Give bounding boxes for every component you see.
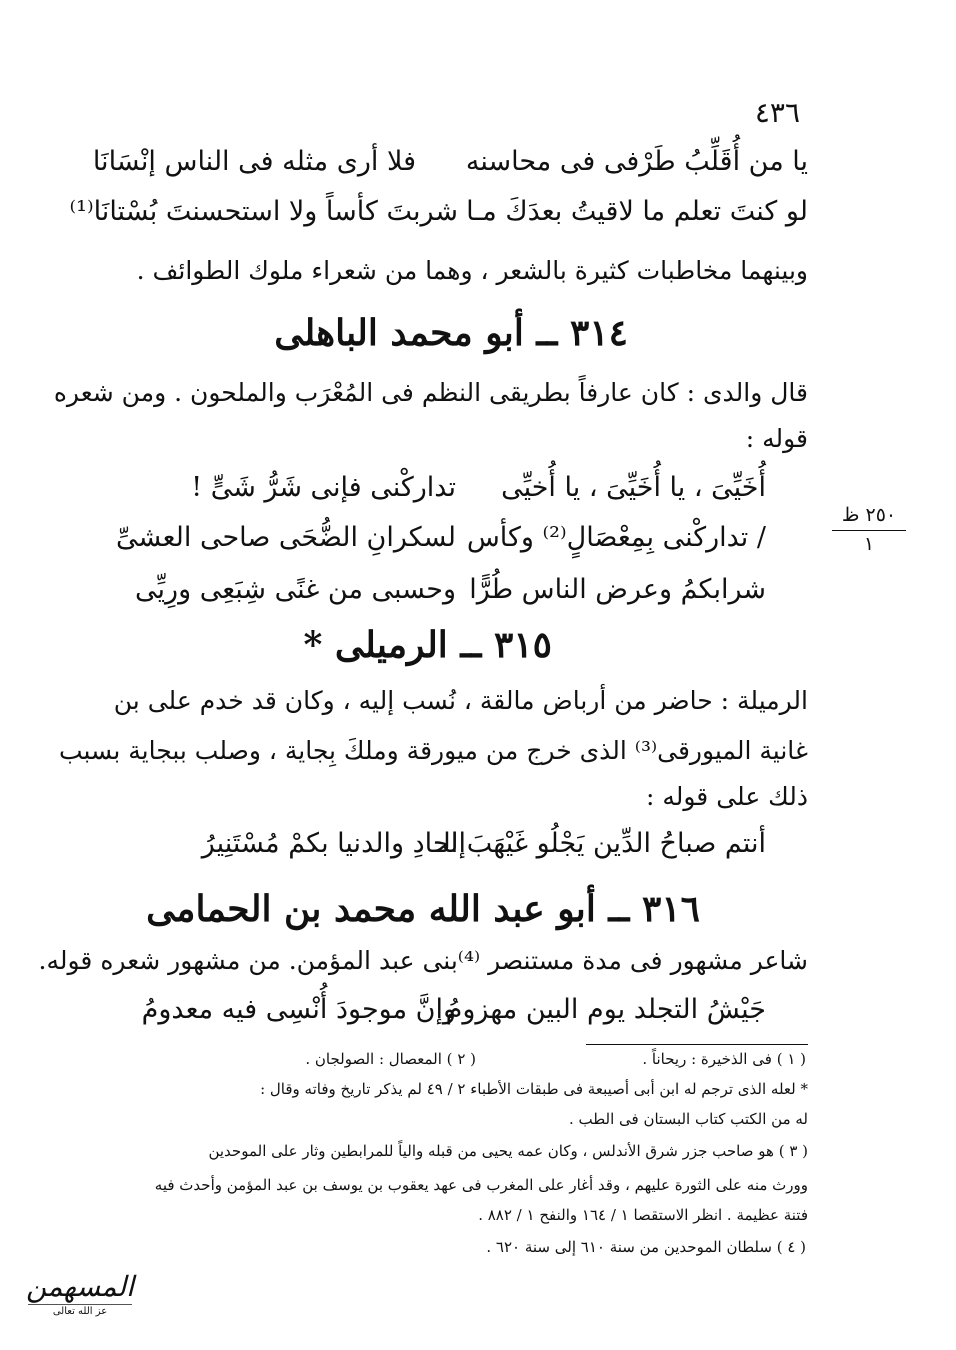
footnote-2: ( ٢ ) المعصال : الصولجان .	[305, 1050, 476, 1068]
stamp-sub-text: عز الله تعالى	[28, 1304, 132, 1319]
paragraph-315-line-1: الرميلة : حاضر من أرباض مالقة ، نُسب إليه ، وكان قد خدم على بن	[113, 686, 808, 715]
footnote-star: * لعله الذى ترجم له ابن أبى أصيبعة فى طبقات الأطباء ٢ / ٤٩ لم يذكر تاريخ وفاته وقال :	[260, 1080, 808, 1098]
footnote-4: ( ٤ ) سلطان الموحدين من سنة ٦١٠ إلى سنة ٦٢٠ .	[486, 1238, 806, 1256]
paragraph-315-line-3: ذلك على قوله :	[646, 782, 808, 811]
verse-316-first: جَيْشُ التجلد يوم البين مهزومُ	[445, 994, 766, 1025]
margin-folio-divider	[832, 530, 906, 531]
paragraph-316: شاعر مشهور فى مدة مستنصر ⁽⁴⁾بنى عبد المؤمن. من مشهور شعره قوله.	[38, 946, 808, 975]
verse-314-1-first: أُخَيِّىَ ، يا أُخَيِّىَ ، يا أُخيِّى	[501, 472, 766, 503]
verse-314-2-first: / تداركْنى بِمِعْصَالٍ⁽²⁾ وكأس	[466, 522, 766, 553]
stamp-main-text: المسهمن	[26, 1270, 134, 1303]
footnote-3-line-1: ( ٣ ) هو صاحب جزر شرق الأندلس ، وكان عمه يحيى من قبله والياً للمرابطين وثار على الموحدين	[208, 1142, 808, 1160]
verse-314-3-first: شرابكمُ وعرض الناس طُرًّا	[469, 574, 766, 605]
footnote-separator	[586, 1044, 808, 1045]
verse-1-second-hemistich: فلا أرى مثله فى الناس إنْسَانَا	[92, 146, 416, 177]
paragraph-315-line-2: غانية الميورقى⁽³⁾ الذى خرج من ميورقة وملكَ بِجاية ، وصلب ببجاية بسبب	[58, 736, 808, 765]
verse-316-second: وإنَّ موجودَ أُنْسِى فيه معدومُ	[141, 994, 456, 1025]
entry-heading-314: ٣١٤ ــ أبو محمد الباهلى	[274, 312, 628, 354]
verse-2-second-hemistich: شربتَ كأساً ولا استحسنتَ بُسْتانَا⁽¹⁾	[69, 196, 458, 227]
margin-folio-top: ٢٥٠ ظ	[841, 504, 897, 526]
verse-314-1-second: تداركْنى فإنى شَرُّ شَىٍّ !	[191, 472, 456, 503]
library-stamp	[14, 1270, 146, 1334]
verse-315-second: إلحادِ والدنيا بكمْ مُسْتَنِيرُ	[201, 828, 466, 859]
verse-314-2-second: لسكرانِ الضُّحَى صاحى العشىِّ	[116, 522, 456, 553]
paragraph-314-line-2: قوله :	[745, 424, 808, 453]
verse-2-first-hemistich: لو كنتَ تعلم ما لاقيتُ بعدَكَ مـا	[466, 196, 808, 227]
footnote-1: ( ١ ) فى الذخيرة : ريحاناً .	[642, 1050, 806, 1068]
entry-heading-316: ٣١٦ ــ أبو عبد الله محمد بن الحمامى	[146, 888, 700, 930]
footnote-3-line-3: فتنة عظيمة . انظر الاستقصا ١ / ١٦٤ والنفح ١ / ٨٨٢ .	[478, 1206, 808, 1224]
entry-heading-315: ٣١٥ ــ الرميلى *	[303, 624, 552, 666]
verse-315-first: أنتم صباحُ الدِّين يَجْلُو غَيْهَبَ الـ	[434, 828, 766, 859]
verse-314-3-second: وحسبى من غنًى شِبَعِى ورِيِّى	[135, 574, 456, 605]
verse-1-first-hemistich: يا من أُقَلِّبُ طَرْفى فى محاسنه	[465, 146, 808, 177]
margin-folio-note	[832, 504, 906, 555]
margin-folio-bottom: ١	[863, 533, 875, 555]
paragraph-line: وبينهما مخاطبات كثيرة بالشعر ، وهما من شعراء ملوك الطوائف .	[136, 256, 808, 285]
footnote-star-continuation: له من الكتب كتاب البستان فى الطب .	[568, 1110, 808, 1128]
footnote-3-line-2: وورث منه على الثورة عليهم ، وقد أغار على المغرب فى عهد يعقوب بن يوسف بن عبد المؤمن وأحدث فيه	[154, 1176, 808, 1194]
paragraph-314-line-1: قال والدى : كان عارفاً بطريقى النظم فى المُعْرَب والملحون . ومن شعره	[53, 378, 808, 407]
page-number: ٤٣٦	[754, 96, 800, 129]
